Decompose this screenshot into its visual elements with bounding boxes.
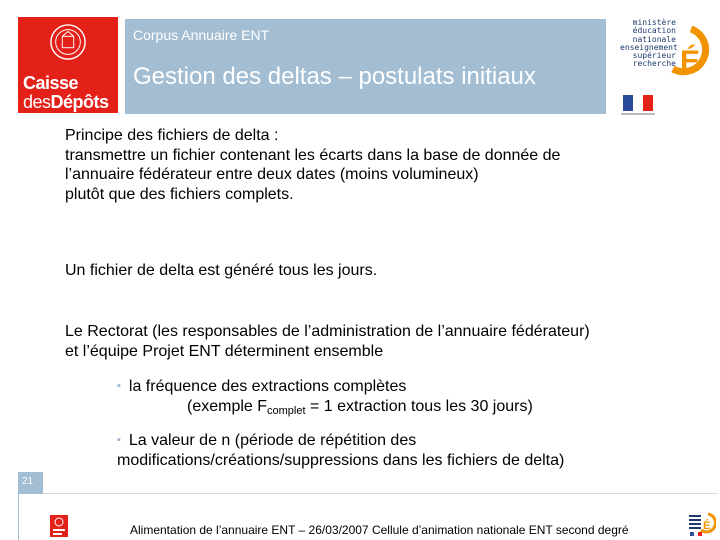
ministry-small-logo-icon xyxy=(688,512,716,538)
bullet-item-frequency: ▪ la fréquence des extractions complètes xyxy=(117,378,407,395)
ministry-logo xyxy=(607,17,715,117)
paragraph-daily-delta: Un fichier de delta est généré tous les jours. xyxy=(65,262,378,279)
corpus-label: Corpus Annuaire ENT xyxy=(133,27,270,43)
footer-text: Alimentation de l’annuaire ENT – 26/03/2007 Cellule d’animation nationale ENT second degré xyxy=(130,523,629,537)
page-title: Gestion des deltas – postulats initiaux xyxy=(133,63,536,90)
flag-caption xyxy=(621,113,655,115)
caisse-des-depots-seal-icon xyxy=(49,23,87,61)
svg-text:É: É xyxy=(703,520,711,532)
education-nationale-e-logo-icon xyxy=(667,25,715,89)
bullet-item-n-value: ▪ La valeur de n (période de répétition des xyxy=(117,432,417,449)
bullet-icon: ▪ xyxy=(117,434,121,446)
logo-line-1: Caisse xyxy=(23,73,79,93)
svg-text:É: É xyxy=(680,45,701,78)
french-republic-flag-icon xyxy=(623,95,653,111)
footer-vertical-rule xyxy=(18,493,19,540)
ministry-text: ministère éducation nationale enseignement supérieur recherche xyxy=(620,18,678,69)
paragraph-rectorat: Le Rectorat (les responsables de l’administration de l’annuaire fédérateur) et l’équipe Projet ENT déterminent ensemble xyxy=(65,323,590,360)
bullet-icon: ▪ xyxy=(117,380,121,392)
footer-divider xyxy=(18,493,718,494)
bullet-item-frequency-example: (exemple $F_{complet} = 1$ extraction tous les 30 jours) xyxy=(187,398,533,417)
caisse-des-depots-small-logo-icon xyxy=(50,515,68,537)
bullet-item-n-value-continued: modifications/créations/suppressions dans les fichiers de delta) xyxy=(117,452,565,469)
caisse-des-depots-logo xyxy=(18,17,118,113)
page-number: 21 xyxy=(22,476,34,487)
paragraph-delta-principle: Principe des fichiers de delta : transmettre un fichier contenant les écarts dans la base de donnée de l’annuaire fédérateur entre deux dates (moins volumineux) plutôt que des fichiers complets. xyxy=(65,127,561,203)
logo-line-2: desDépôts xyxy=(23,92,109,112)
